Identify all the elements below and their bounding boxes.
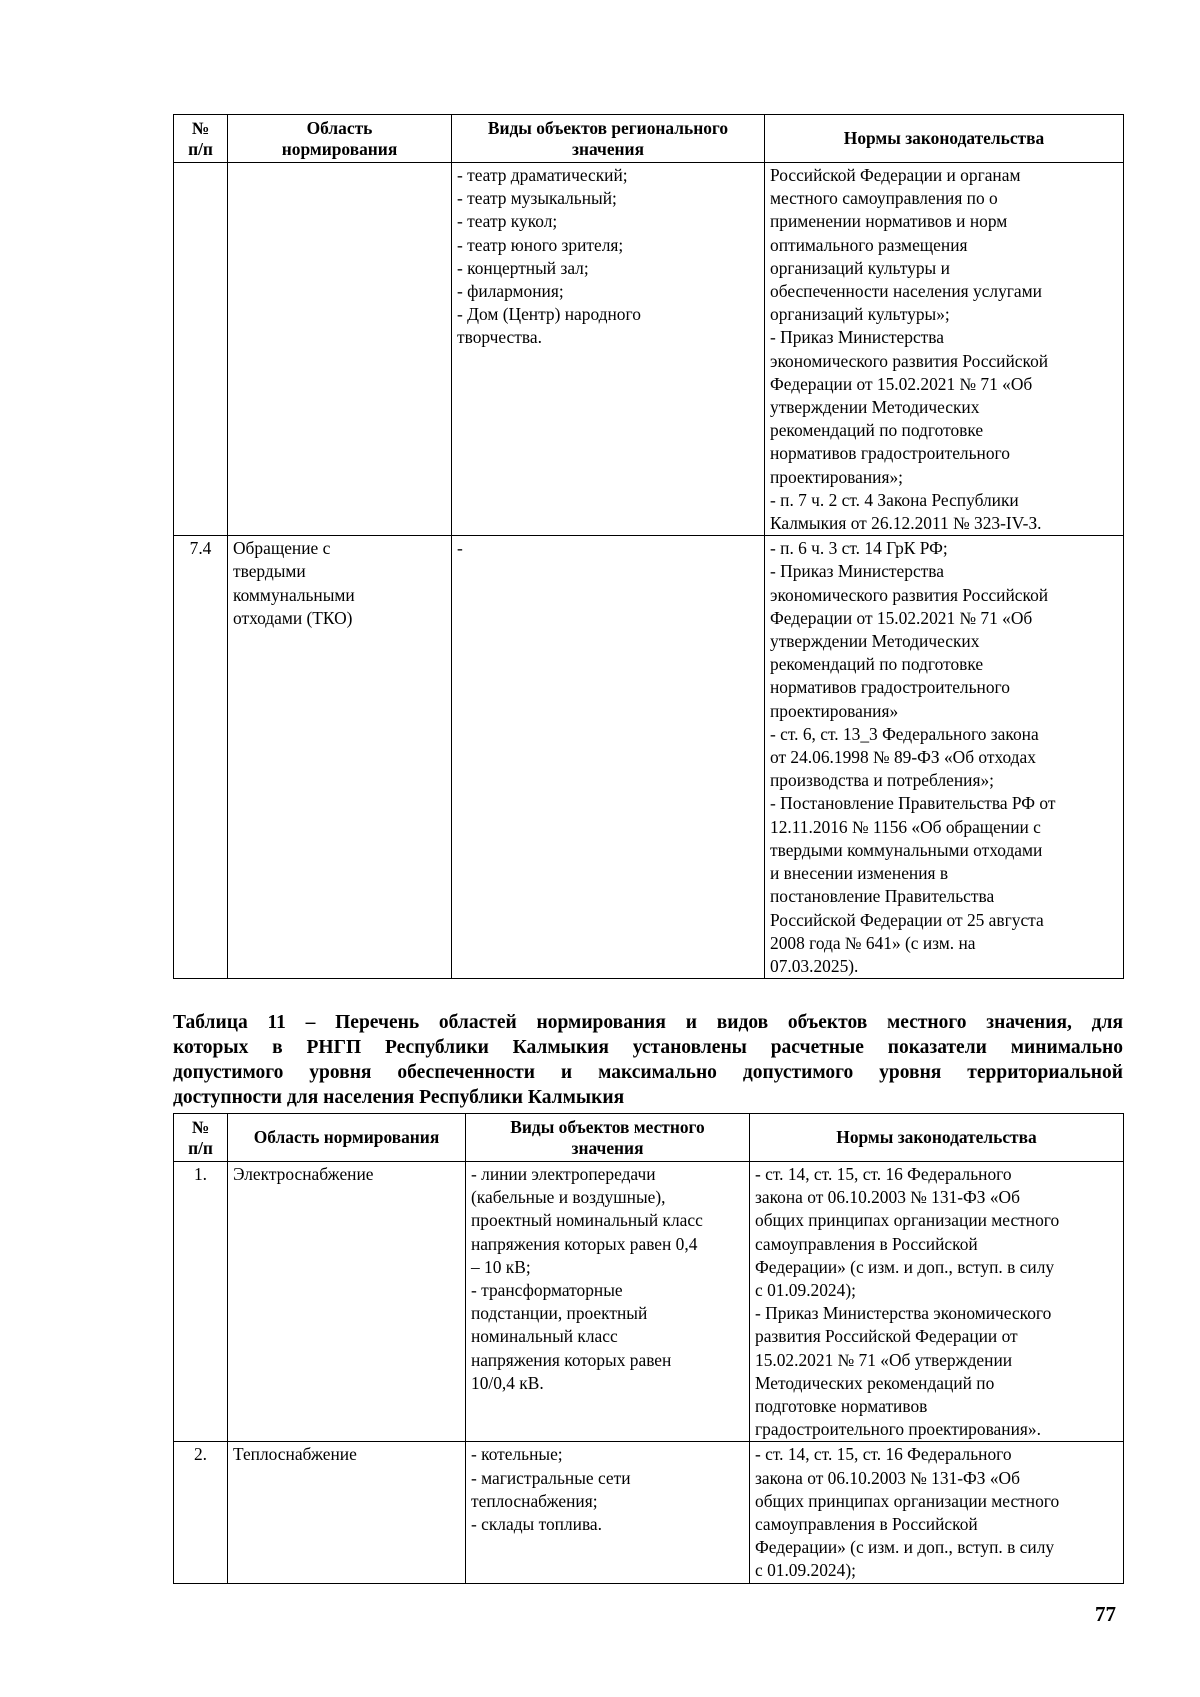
table-row	[174, 1162, 1124, 1442]
row-num: 7.4	[174, 536, 228, 979]
header-num: № п/п	[174, 115, 228, 163]
row-num	[174, 163, 228, 536]
row-norms: - ст. 14, ст. 15, ст. 16 Федерального закона от 06.10.2003 № 131-ФЗ «Об общих принципах организации местного самоуправления в Российской Федерации» (с изм. и доп., вступ. в силу с 01.09.2024); - Приказ Министерства экономического развития Российской Федерации от 15.02.2021 № 71 «Об утверждении Методических рекомендаций по подготовке нормативов градостроительного проектирования».	[750, 1162, 1124, 1442]
row-area: Теплоснабжение	[228, 1442, 466, 1583]
row-norms: - ст. 14, ст. 15, ст. 16 Федерального закона от 06.10.2003 № 131-ФЗ «Об общих принципах организации местного самоуправления в Российской Федерации» (с изм. и доп., вступ. в силу с 01.09.2024);	[750, 1442, 1124, 1583]
row-area: Обращение с твердыми коммунальными отходами (ТКО)	[228, 536, 452, 979]
row-objects: - линии электропередачи (кабельные и воздушные), проектный номинальный класс напряжения которых равен 0,4 – 10 кВ; - трансформаторные подстанции, проектный номинальный класс напряжения которых равен 10/0,4 кВ.	[466, 1162, 750, 1442]
row-num: 1.	[174, 1162, 228, 1442]
header-area: Область нормирования	[228, 115, 452, 163]
regional-objects-table	[173, 114, 1124, 979]
local-objects-table	[173, 1113, 1124, 1584]
table-row	[174, 536, 1124, 979]
header-objects: Виды объектов местного значения	[466, 1114, 750, 1162]
table-header-row	[174, 1114, 1124, 1162]
row-objects: -	[452, 536, 765, 979]
row-objects: - театр драматический; - театр музыкальный; - театр кукол; - театр юного зрителя; - концертный зал; - филармония; - Дом (Центр) народного творчества.	[452, 163, 765, 536]
header-objects: Виды объектов регионального значения	[452, 115, 765, 163]
table-row	[174, 163, 1124, 536]
header-norms: Нормы законодательства	[765, 115, 1124, 163]
table-header-row	[174, 115, 1124, 163]
row-area	[228, 163, 452, 536]
row-norms: Российской Федерации и органам местного самоуправления по о применении нормативов и норм оптимального размещения организаций культуры и обеспеченности населения услугами организаций культуры»; - Приказ Министерства экономического развития Российской Федерации от 15.02.2021 № 71 «Об утверждении Методических рекомендаций по подготовке нормативов градостроительного проектирования»; - п. 7 ч. 2 ст. 4 Закона Республики Калмыкия от 26.12.2011 № 323-IV-З.	[765, 163, 1124, 536]
row-objects: - котельные; - магистральные сети теплоснабжения; - склады топлива.	[466, 1442, 750, 1583]
table-caption: Таблица 11 – Перечень областей нормирования и видов объектов местного значения, для которых в РНГП Республики Калмыкия установлены расчетные показатели минимально допустимого уровня обеспеченности и максимально допустимого уровня территориальной доступности для населения Республики Калмыкия	[173, 1012, 1123, 1108]
row-num: 2.	[174, 1442, 228, 1583]
header-norms: Нормы законодательства	[750, 1114, 1124, 1162]
header-area: Область нормирования	[228, 1114, 466, 1162]
row-area: Электроснабжение	[228, 1162, 466, 1442]
row-norms: - п. 6 ч. 3 ст. 14 ГрК РФ; - Приказ Министерства экономического развития Российской Федерации от 15.02.2021 № 71 «Об утверждении Методических рекомендаций по подготовке нормативов градостроительного проектирования» - ст. 6, ст. 13_3 Федерального закона от 24.06.1998 № 89-ФЗ «Об отходах производства и потребления»; - Постановление Правительства РФ от 12.11.2016 № 1156 «Об обращении с твердыми коммунальными отходами и внесении изменения в постановление Правительства Российской Федерации от 25 августа 2008 года № 641» (с изм. на 07.03.2025).	[765, 536, 1124, 979]
table-row	[174, 1442, 1124, 1583]
header-num: № п/п	[174, 1114, 228, 1162]
page-number: 77	[1095, 1602, 1116, 1626]
